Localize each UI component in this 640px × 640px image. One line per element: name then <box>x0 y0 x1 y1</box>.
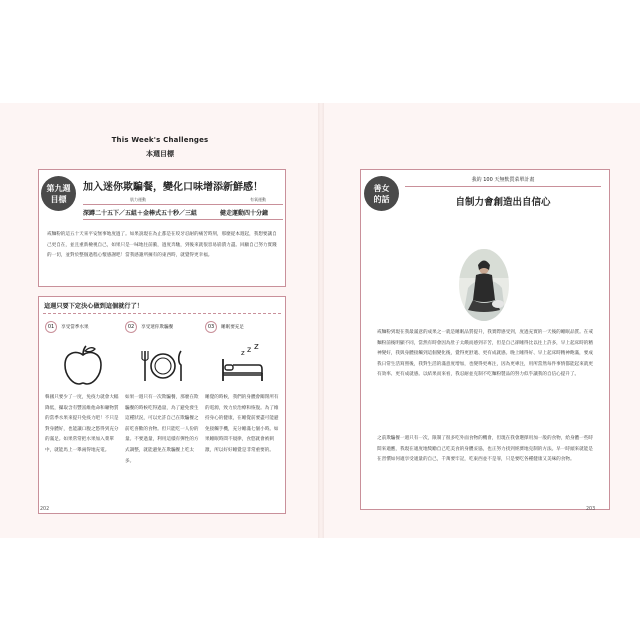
goal-title: 加入迷你欺騙餐，變化口味增添新鮮感！ <box>83 182 263 193</box>
tip-column-1 <box>45 321 121 501</box>
page-number-right: 203 <box>586 507 596 512</box>
author-badge-line1: 善女 <box>373 183 390 193</box>
svg-text:z: z <box>254 343 259 352</box>
apple-icon <box>59 343 107 387</box>
challenges-header-en: This Week's Challenges <box>111 136 209 144</box>
tip-text-1: 韓國只要少了一度，免疫力就會大幅降低，攝取含有豐富維他命和礦物質的當季水果來提升免疫力吧！不只是對身體好，也能讓口腹之慾得到充分的滿足。如果常常把水果加入菜單中，就能馬上一舉兩得地充電。 <box>45 395 119 453</box>
plate-cutlery-icon <box>139 343 187 387</box>
tip-title-1: 享受當季水果 <box>61 325 89 330</box>
note-title: 自制力會創造出自信心 <box>455 197 551 208</box>
author-badge <box>364 176 399 211</box>
tip-number-2: 02 <box>125 321 137 333</box>
goal-paragraph: 戒麵粉的這五十天來平安無事地度過了。如果說現在為止都是在咬牙忍耐的痛苦時刻，那麼從本週起，我想要讓自己更自在，並且重新檢視自己，如果只是一味地往前衝，過度奔馳，到後來就很容易崩潰力盡。回顧自己努力實踐的一切，並對於整個過程心懷感謝吧！當我感謝所擁有的東西時，就覺得更幸福。 <box>47 232 277 259</box>
tip-title-2: 享受迷你欺騙餐 <box>141 325 174 330</box>
page-gutter <box>318 103 324 538</box>
page-number-left: 202 <box>40 507 50 512</box>
exercise-tags <box>83 204 283 220</box>
weekly-goal-box <box>38 169 286 287</box>
author-badge-line2: 的話 <box>373 194 390 204</box>
book-spread <box>0 103 640 538</box>
woman-portrait-icon <box>458 248 510 322</box>
strength-label: 肌力運動 <box>130 197 146 202</box>
tip-column-3 <box>205 321 281 501</box>
plan-subtitle: 我的 100 天無麩質菜單計畫 <box>405 176 601 187</box>
tip-title-3: 睡眠要充足 <box>221 325 244 330</box>
note-paragraph-2: 之前欺騙餐一週只有一次，限制了很多吃外面食物的機會，但現在我會選擇用加一般的食物，給身體一些時間來適應，我現在適度地獎勵自己吃美食的身體妥協，也正努力找到經濟地克制的方法。早一時頭來就能是在習慣如何適享受適量的自己，千萬要牢記，吃東西並不是罪，只是要吃各種健康又美味的食物。 <box>377 436 593 463</box>
svg-text:z: z <box>247 345 252 354</box>
bed-sleep-icon <box>219 343 267 387</box>
week-badge <box>41 176 76 211</box>
dashed-divider <box>43 313 281 314</box>
tip-number-3: 03 <box>205 321 217 333</box>
aerobic-tag: 健走運動四十分鐘 <box>220 210 269 217</box>
strength-tag: 深蹲二十五下／五組＋金棒式五十秒／三組 <box>83 210 198 217</box>
svg-text:z: z <box>241 349 245 357</box>
tip-column-2 <box>125 321 201 501</box>
tip-text-3: 睡覺的時候，我們的身體會關閉所有的電源，致力於治療和恢復。為了維持身心的健康，在睡覺前要盡可能避免接觸手機，充分睡滿七個小時。如果睡眠時間不規律，食慾就會被刺激，所以好好睡覺是非常重要的。 <box>205 395 279 453</box>
tip-number-1: 01 <box>45 321 57 333</box>
author-note-box <box>360 169 610 510</box>
aerobic-label: 有氧運動 <box>250 197 266 202</box>
challenges-header-zh: 本週目標 <box>146 150 174 158</box>
week-badge-line2: 目標 <box>50 194 67 204</box>
tip-text-2: 如果一週只有一次欺騙餐，那麼在欺騙餐的時候吃得過量，為了避免發生這種狀況，可以允許自己在欺騙餐之前吃喜歡的食物。但只能吃一人份的量。不要過量，利用這樣有彈性的方式調整，就能避免在欺騙餐上吃太多。 <box>125 395 199 464</box>
decision-box <box>38 296 286 514</box>
week-badge-line1: 第九週 <box>46 183 71 193</box>
decision-heading: 這週只要下定決心做到這個就行了！ <box>44 303 143 310</box>
note-paragraph-1: 戒麵粉到現在我最滿意的成果之一就是睡眠品質提升，我實際感受到，度過充實的一天後的睡眠品質。在戒麵粉前後明顯不同，當然有時會因為肚子太餓而感到辛苦，但是自己卻睡得比以往上許多，早上起床時的精神變好，我與身體接觸到這個變化後，覺得更舒適、更有成就感。晚上睡得好、早上起床時精神飽滿，要成我日常生活寫照後，我對生活的滿意度增加，也變得更專注，因為更專注，用所當然每件事情都能起來就更有效率、更有成就感。以結果而來看，我忍耐並克制不吃麵粉製品的努力似乎讓我的自信心提升了。 <box>377 330 593 378</box>
